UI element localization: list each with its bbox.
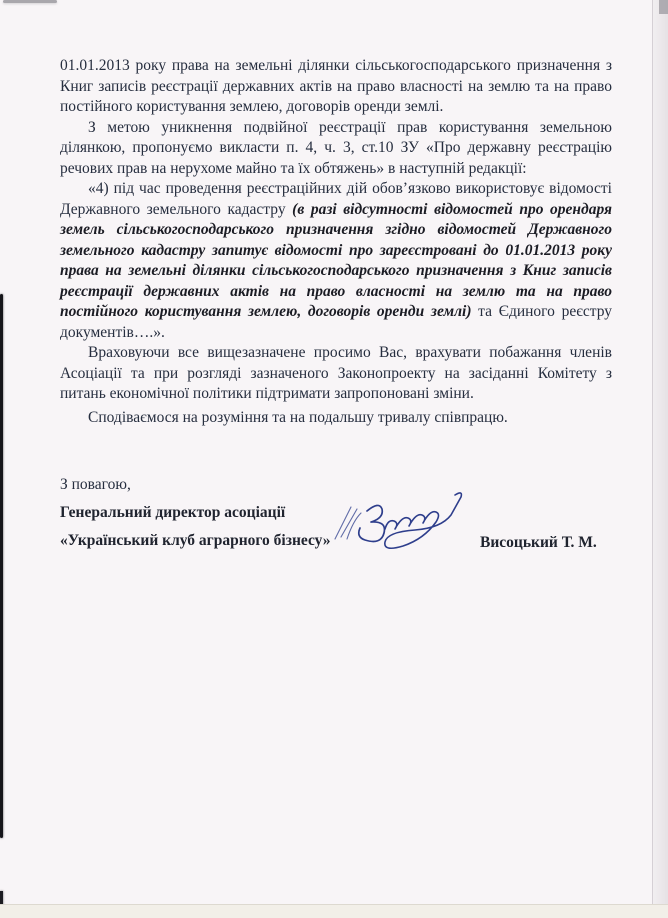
document-line [60,200,612,221]
document-line [60,323,612,344]
text-segment: документів….». [60,323,165,341]
text-segment: (в разі відсутності відомостей про орендаря [292,200,612,218]
document-line [60,261,612,282]
document-line [60,282,612,303]
handwritten-signature-icon [325,487,473,559]
scan-artifact-topleft-smudge [3,0,57,3]
text-segment: ділянкою, пропонуємо викласти п. 4, ч. 3, ст.10 ЗУ «Про державну реєстрацію [60,139,612,156]
document-line [60,302,612,323]
text-segment: реєстрації державних актів на право власності на землю та на право [60,282,612,300]
document-line [60,364,612,385]
text-segment: земельного кадастру запитує відомості про зареєстровані до 01.01.2013 року [60,241,612,259]
document-line [60,118,612,139]
text-segment: питань економічної політики підтримати запропоновані зміни. [60,385,474,402]
scan-artifact-right-edge-band [652,0,668,918]
text-segment: речових прав на нерухоме майно та їх обтяжень» в наступній редакції: [60,159,527,177]
text-segment: 01.01.2013 року права на земельні ділянки сільськогосподарського призначення з [60,57,612,74]
text-segment: «4) під час проведення реєстраційних дій обов’язково використовує відомості [88,180,612,197]
document-line [60,241,612,262]
scan-artifact-bottom-page-edge [0,904,668,918]
text-segment: постійного користування землею, договорів оренди землі. [60,98,444,115]
body-text [60,56,612,428]
text-segment: З метою уникнення подвійної реєстрації прав користування земельною [88,118,612,136]
text-segment: Асоціації та при розгляді зазначеного Законопроекту на засіданні Комітету з [60,364,612,382]
document-line [60,408,612,429]
document-line [60,159,612,180]
text-segment: постійного користування землею, договорів оренди землі) [60,303,472,320]
document-line [60,56,612,77]
signer-title-line2: «Український клуб аграрного бізнесу» [60,532,331,549]
document-line [60,97,612,118]
document-line [60,179,612,200]
document-line [60,384,612,405]
text-segment: Сподіваємося на розуміння та на подальшу тривалу співпрацю. [88,408,508,426]
text-segment: Враховуючи все вищезазначене просимо Вас, врахувати побажання членів [88,344,612,361]
document-line [60,77,612,98]
closing-salutation: З повагою, [60,476,131,493]
text-segment: земель сільськогосподарського призначення згідно відомостей Державного [60,221,612,238]
scan-artifact-left-edge-line [0,294,3,838]
document-line [60,138,612,159]
document-line [60,220,612,241]
signer-title-line1: Генеральний директор асоціації [60,504,286,521]
text-segment: та Єдиного реєстру [471,303,612,320]
text-segment: Державного земельного кадастру [60,200,293,218]
signer-name: Висоцький Т. М. [480,534,597,551]
text-segment: Книг записів реєстрації державних актів на право власності на землю та на право [60,77,612,95]
document-line [60,343,612,364]
text-segment: права на земельні ділянки сільськогосподарського призначення з Книг записів [60,262,612,279]
scan-artifact-topright-mark [659,0,668,14]
